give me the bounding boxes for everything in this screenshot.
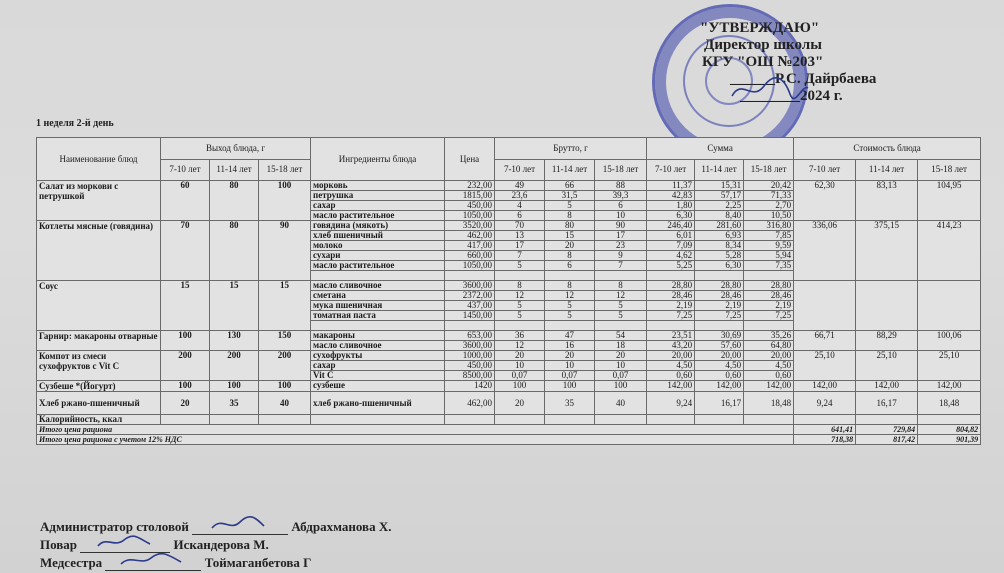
- ingredient-name: мука пшеничная: [311, 301, 445, 311]
- yield-cell: 80: [210, 221, 259, 281]
- cost-cell: 104,95: [918, 181, 981, 221]
- ingredient-name: томатная паста: [311, 311, 445, 321]
- brutto-cell: 8: [545, 281, 595, 291]
- ingredient-name: масло растительное: [311, 211, 445, 221]
- brutto-cell: 7: [495, 251, 545, 261]
- brutto-cell: 7: [595, 261, 647, 271]
- ingredient-name: сухофрукты: [311, 351, 445, 361]
- sum-cell: 64,80: [744, 341, 794, 351]
- sum-cell: 142,00: [695, 381, 744, 392]
- sum-cell: 8,34: [695, 241, 744, 251]
- header-yield: Выход блюда, г: [161, 138, 311, 160]
- signature-name: Абдрахманова Х.: [291, 519, 392, 534]
- approval-position: Директор школы: [704, 37, 822, 53]
- header-brutto: Брутто, г: [495, 138, 647, 160]
- brutto-cell: 9: [595, 251, 647, 261]
- brutto-cell: [495, 271, 545, 281]
- yield-cell: 200: [210, 351, 259, 381]
- sum-cell: 2,70: [744, 201, 794, 211]
- vat-total-15-18: 901,39: [918, 435, 981, 445]
- yield-cell: 15: [210, 281, 259, 331]
- brutto-cell: 49: [495, 181, 545, 191]
- sum-cell: 42,83: [647, 191, 695, 201]
- price-cell: 417,00: [445, 241, 495, 251]
- price-cell: 660,00: [445, 251, 495, 261]
- ingredient-name: макароны: [311, 331, 445, 341]
- sum-cell: 28,46: [744, 291, 794, 301]
- ingredient-name: масло растительное: [311, 261, 445, 271]
- total-label: Итого цена рациона: [37, 425, 794, 435]
- brutto-cell: 0,07: [545, 371, 595, 381]
- sum-cell: 28,80: [695, 281, 744, 291]
- ingredient-name: Vit C: [311, 371, 445, 381]
- calories-label: Калорийность, ккал: [37, 415, 161, 425]
- ingredient-name: молоко: [311, 241, 445, 251]
- cost-cell: 88,29: [856, 331, 918, 351]
- header-cost: Стоимость блюда: [794, 138, 981, 160]
- sum-cell: 281,60: [695, 221, 744, 231]
- sum-cell: 20,00: [744, 351, 794, 361]
- brutto-cell: 23,6: [495, 191, 545, 201]
- age-header-brutto-1: 11-14 лет: [545, 159, 595, 181]
- brutto-cell: 8: [595, 281, 647, 291]
- brutto-cell: 39,3: [595, 191, 647, 201]
- ingredient-name: масло сливочное: [311, 341, 445, 351]
- price-cell: 1420: [445, 381, 495, 392]
- age-header-sum-0: 7-10 лет: [647, 159, 695, 181]
- sum-cell: 11,37: [647, 181, 695, 191]
- sum-cell: 2,19: [695, 301, 744, 311]
- admin-signature: [192, 514, 288, 534]
- yield-cell: 130: [210, 331, 259, 351]
- price-cell: 1450,00: [445, 311, 495, 321]
- approval-title: "УТВЕРЖДАЮ": [700, 20, 820, 36]
- vat-total-row: [37, 435, 981, 445]
- header-dish: Наименование блюд: [37, 138, 161, 181]
- sum-cell: 15,31: [695, 181, 744, 191]
- cost-cell: 414,23: [918, 221, 981, 281]
- sum-cell: 5,25: [647, 261, 695, 271]
- brutto-cell: 6: [545, 261, 595, 271]
- sum-cell: 0,60: [744, 371, 794, 381]
- sum-cell: [744, 321, 794, 331]
- sum-cell: 20,00: [647, 351, 695, 361]
- brutto-cell: 12: [595, 291, 647, 301]
- sum-cell: 9,24: [647, 392, 695, 415]
- vat-total-7-10: 718,38: [794, 435, 856, 445]
- cost-cell: 142,00: [918, 381, 981, 392]
- price-cell: 232,00: [445, 181, 495, 191]
- approval-year: 2024 г.: [800, 88, 843, 104]
- director-signature: [730, 74, 810, 104]
- sum-cell: [695, 271, 744, 281]
- ingredient-name: петрушка: [311, 191, 445, 201]
- brutto-cell: 5: [495, 301, 545, 311]
- brutto-cell: 5: [495, 261, 545, 271]
- yield-cell: 100: [161, 331, 210, 351]
- sum-cell: 5,28: [695, 251, 744, 261]
- ingredient-name: сузбеше: [311, 381, 445, 392]
- brutto-cell: 66: [545, 181, 595, 191]
- cost-cell: 62,30: [794, 181, 856, 221]
- brutto-cell: 20: [595, 351, 647, 361]
- price-cell: 8500,00: [445, 371, 495, 381]
- brutto-cell: 17: [495, 241, 545, 251]
- brutto-cell: 8: [545, 211, 595, 221]
- sum-cell: 23,51: [647, 331, 695, 341]
- price-cell: 1815,00: [445, 191, 495, 201]
- dish-name: Хлеб ржано-пшеничный: [37, 392, 161, 415]
- menu-body: [37, 181, 981, 415]
- brutto-cell: 17: [595, 231, 647, 241]
- vat-total-11-14: 817,42: [856, 435, 918, 445]
- price-cell: 2372,00: [445, 291, 495, 301]
- yield-cell: 100: [210, 381, 259, 392]
- table-row: [37, 351, 981, 361]
- brutto-cell: 100: [495, 381, 545, 392]
- sum-cell: 57,17: [695, 191, 744, 201]
- brutto-cell: [495, 321, 545, 331]
- age-header-cost-2: 15-18 лет: [918, 159, 981, 181]
- brutto-cell: 5: [545, 201, 595, 211]
- yield-cell: 90: [259, 221, 311, 281]
- price-cell: 653,00: [445, 331, 495, 341]
- header-price: Цена: [445, 138, 495, 181]
- sum-cell: 9,59: [744, 241, 794, 251]
- brutto-cell: 5: [545, 311, 595, 321]
- approval-org: КГУ "ОШ №203": [702, 54, 824, 70]
- sum-cell: 7,85: [744, 231, 794, 241]
- sum-cell: 20,00: [695, 351, 744, 361]
- brutto-cell: 12: [495, 341, 545, 351]
- cook-signature: [80, 532, 170, 552]
- price-cell: 3600,00: [445, 341, 495, 351]
- brutto-cell: 80: [545, 221, 595, 231]
- ingredient-name: говядина (мякоть): [311, 221, 445, 231]
- yield-cell: 150: [259, 331, 311, 351]
- sum-cell: 57,60: [695, 341, 744, 351]
- sum-cell: 7,25: [744, 311, 794, 321]
- cost-cell: [918, 281, 981, 331]
- brutto-cell: 90: [595, 221, 647, 231]
- dish-name: Гарнир: макароны отварные: [37, 331, 161, 351]
- sum-cell: 30,69: [695, 331, 744, 341]
- sum-cell: 7,25: [647, 311, 695, 321]
- yield-cell: 80: [210, 181, 259, 221]
- sum-cell: 4,50: [647, 361, 695, 371]
- brutto-cell: 70: [495, 221, 545, 231]
- cost-cell: 100,06: [918, 331, 981, 351]
- cost-cell: 25,10: [918, 351, 981, 381]
- brutto-cell: 23: [595, 241, 647, 251]
- cost-cell: 142,00: [856, 381, 918, 392]
- sum-cell: [695, 321, 744, 331]
- table-row: [37, 221, 981, 231]
- yield-cell: 200: [259, 351, 311, 381]
- ingredient-name: хлеб пшеничный: [311, 231, 445, 241]
- sum-cell: 142,00: [647, 381, 695, 392]
- age-header-cost-1: 11-14 лет: [856, 159, 918, 181]
- age-header-brutto-2: 15-18 лет: [595, 159, 647, 181]
- brutto-cell: 100: [545, 381, 595, 392]
- brutto-cell: 0,07: [495, 371, 545, 381]
- ingredient-name: морковь: [311, 181, 445, 191]
- dish-name: Салат из моркови с петрушкой: [37, 181, 161, 221]
- price-cell: 3520,00: [445, 221, 495, 231]
- cost-cell: [856, 281, 918, 331]
- sum-cell: 7,35: [744, 261, 794, 271]
- header-ingredients: Ингредиенты блюда: [311, 138, 445, 181]
- sum-cell: 2,19: [647, 301, 695, 311]
- price-cell: 450,00: [445, 201, 495, 211]
- brutto-cell: 100: [595, 381, 647, 392]
- approval-name-line: ______Р.С. Дайрбаева: [730, 71, 877, 87]
- sum-cell: 71,33: [744, 191, 794, 201]
- sum-cell: 2,19: [744, 301, 794, 311]
- brutto-cell: 15: [545, 231, 595, 241]
- brutto-cell: [545, 321, 595, 331]
- table-row: [37, 281, 981, 291]
- cost-cell: 66,71: [794, 331, 856, 351]
- nurse-signature: [105, 550, 201, 570]
- week-label: 1 неделя 2-й день: [36, 118, 114, 129]
- age-header-brutto-0: 7-10 лет: [495, 159, 545, 181]
- table-row: [37, 331, 981, 341]
- cost-cell: 25,10: [856, 351, 918, 381]
- yield-cell: 70: [161, 221, 210, 281]
- sum-cell: 4,50: [695, 361, 744, 371]
- brutto-cell: 12: [545, 291, 595, 301]
- cost-cell: 336,06: [794, 221, 856, 281]
- brutto-cell: 12: [495, 291, 545, 301]
- brutto-cell: 18: [595, 341, 647, 351]
- ingredient-name: хлеб ржано-пшеничный: [311, 392, 445, 415]
- yield-cell: 60: [161, 181, 210, 221]
- price-cell: 437,00: [445, 301, 495, 311]
- table-row: [37, 381, 981, 392]
- signature-role: Администратор столовой: [40, 519, 189, 534]
- ingredient-name: сметана: [311, 291, 445, 301]
- total-15-18: 804,82: [918, 425, 981, 435]
- cost-cell: 9,24: [794, 392, 856, 415]
- table-row: [37, 181, 981, 191]
- signature-role: Повар: [40, 537, 78, 552]
- sum-cell: 6,30: [647, 211, 695, 221]
- ingredient-name: сахар: [311, 201, 445, 211]
- sum-cell: 1,80: [647, 201, 695, 211]
- brutto-cell: 20: [495, 392, 545, 415]
- dish-name: Соус: [37, 281, 161, 331]
- brutto-cell: 35: [545, 392, 595, 415]
- brutto-cell: 20: [545, 351, 595, 361]
- price-cell: 1050,00: [445, 211, 495, 221]
- sum-cell: 6,93: [695, 231, 744, 241]
- brutto-cell: 20: [495, 351, 545, 361]
- ingredient-name: масло сливочное: [311, 281, 445, 291]
- brutto-cell: [545, 271, 595, 281]
- sum-cell: [647, 271, 695, 281]
- signature-name: Искандерова М.: [173, 537, 269, 552]
- calories-row: [37, 415, 981, 425]
- sum-cell: 28,80: [647, 281, 695, 291]
- yield-cell: 15: [259, 281, 311, 331]
- age-header-cost-0: 7-10 лет: [794, 159, 856, 181]
- sum-cell: 5,94: [744, 251, 794, 261]
- brutto-cell: 88: [595, 181, 647, 191]
- yield-cell: 100: [161, 381, 210, 392]
- brutto-cell: 40: [595, 392, 647, 415]
- price-cell: 3600,00: [445, 281, 495, 291]
- brutto-cell: 5: [545, 301, 595, 311]
- sum-cell: 6,30: [695, 261, 744, 271]
- brutto-cell: 6: [495, 211, 545, 221]
- vat-total-label: Итого цена рациона с учетом 12% НДС: [37, 435, 794, 445]
- yield-cell: 100: [259, 181, 311, 221]
- sum-cell: 35,26: [744, 331, 794, 341]
- yield-cell: 100: [259, 381, 311, 392]
- brutto-cell: 16: [545, 341, 595, 351]
- sum-cell: 16,17: [695, 392, 744, 415]
- cost-cell: 83,13: [856, 181, 918, 221]
- signature-role: Медсестра: [40, 555, 103, 570]
- age-header-sum-1: 11-14 лет: [695, 159, 744, 181]
- total-row: [37, 425, 981, 435]
- brutto-cell: 6: [595, 201, 647, 211]
- yield-cell: 20: [161, 392, 210, 415]
- sum-cell: 0,60: [695, 371, 744, 381]
- sum-cell: 2,25: [695, 201, 744, 211]
- sum-cell: 142,00: [744, 381, 794, 392]
- dish-name: Компот из смеси сухофруктов с Vit C: [37, 351, 161, 381]
- ingredient-name: [311, 271, 445, 281]
- brutto-cell: 5: [595, 301, 647, 311]
- sum-cell: 10,50: [744, 211, 794, 221]
- sum-cell: 6,01: [647, 231, 695, 241]
- signature-name: Тоймаганбетова Г: [204, 555, 312, 570]
- header-sum: Сумма: [647, 138, 794, 160]
- brutto-cell: 5: [495, 311, 545, 321]
- sum-cell: 0,60: [647, 371, 695, 381]
- brutto-cell: 47: [545, 331, 595, 341]
- signature-nurse: [40, 555, 311, 571]
- brutto-cell: 8: [495, 281, 545, 291]
- age-header-yield-1: 11-14 лет: [210, 159, 259, 181]
- approval-name: Р.С. Дайрбаева: [775, 71, 877, 87]
- cost-cell: 25,10: [794, 351, 856, 381]
- brutto-cell: 10: [595, 211, 647, 221]
- brutto-cell: 20: [545, 241, 595, 251]
- sum-cell: 7,25: [695, 311, 744, 321]
- sum-cell: 28,46: [647, 291, 695, 301]
- age-header-row: [37, 159, 981, 181]
- brutto-cell: 54: [595, 331, 647, 341]
- cost-cell: 18,48: [918, 392, 981, 415]
- brutto-cell: 0,07: [595, 371, 647, 381]
- sum-cell: [647, 321, 695, 331]
- ingredient-name: [311, 321, 445, 331]
- table-row: [37, 392, 981, 415]
- cost-cell: 142,00: [794, 381, 856, 392]
- sum-cell: 7,09: [647, 241, 695, 251]
- brutto-cell: 36: [495, 331, 545, 341]
- sum-cell: [744, 271, 794, 281]
- sum-cell: 4,62: [647, 251, 695, 261]
- dish-name: Котлеты мясные (говядина): [37, 221, 161, 281]
- sum-cell: 20,42: [744, 181, 794, 191]
- brutto-cell: 31,5: [545, 191, 595, 201]
- brutto-cell: 5: [595, 311, 647, 321]
- sum-cell: 18,48: [744, 392, 794, 415]
- cost-cell: 16,17: [856, 392, 918, 415]
- price-cell: 462,00: [445, 392, 495, 415]
- ingredient-name: сахар: [311, 361, 445, 371]
- price-cell: [445, 271, 495, 281]
- brutto-cell: 4: [495, 201, 545, 211]
- menu-table: [36, 137, 981, 445]
- cost-cell: 375,15: [856, 221, 918, 281]
- sum-cell: 28,80: [744, 281, 794, 291]
- cost-cell: [794, 281, 856, 331]
- yield-cell: 40: [259, 392, 311, 415]
- sum-cell: 8,40: [695, 211, 744, 221]
- yield-cell: 15: [161, 281, 210, 331]
- price-cell: 1050,00: [445, 261, 495, 271]
- sum-cell: 28,46: [695, 291, 744, 301]
- sum-cell: 246,40: [647, 221, 695, 231]
- price-cell: 450,00: [445, 361, 495, 371]
- brutto-cell: 13: [495, 231, 545, 241]
- dish-name: Сузбеше *(Йогурт): [37, 381, 161, 392]
- price-cell: [445, 321, 495, 331]
- brutto-cell: [595, 271, 647, 281]
- approval-year-line: ________2024 г.: [740, 88, 843, 104]
- brutto-cell: 8: [545, 251, 595, 261]
- price-cell: 462,00: [445, 231, 495, 241]
- sum-cell: 4,50: [744, 361, 794, 371]
- brutto-cell: 10: [545, 361, 595, 371]
- yield-cell: 200: [161, 351, 210, 381]
- price-cell: 1000,00: [445, 351, 495, 361]
- brutto-cell: [595, 321, 647, 331]
- age-header-yield-0: 7-10 лет: [161, 159, 210, 181]
- sum-cell: 43,20: [647, 341, 695, 351]
- total-7-10: 641,41: [794, 425, 856, 435]
- age-header-yield-2: 15-18 лет: [259, 159, 311, 181]
- sum-cell: 316,80: [744, 221, 794, 231]
- ingredient-name: сухари: [311, 251, 445, 261]
- brutto-cell: 10: [495, 361, 545, 371]
- brutto-cell: 10: [595, 361, 647, 371]
- age-header-sum-2: 15-18 лет: [744, 159, 794, 181]
- total-11-14: 729,84: [856, 425, 918, 435]
- yield-cell: 35: [210, 392, 259, 415]
